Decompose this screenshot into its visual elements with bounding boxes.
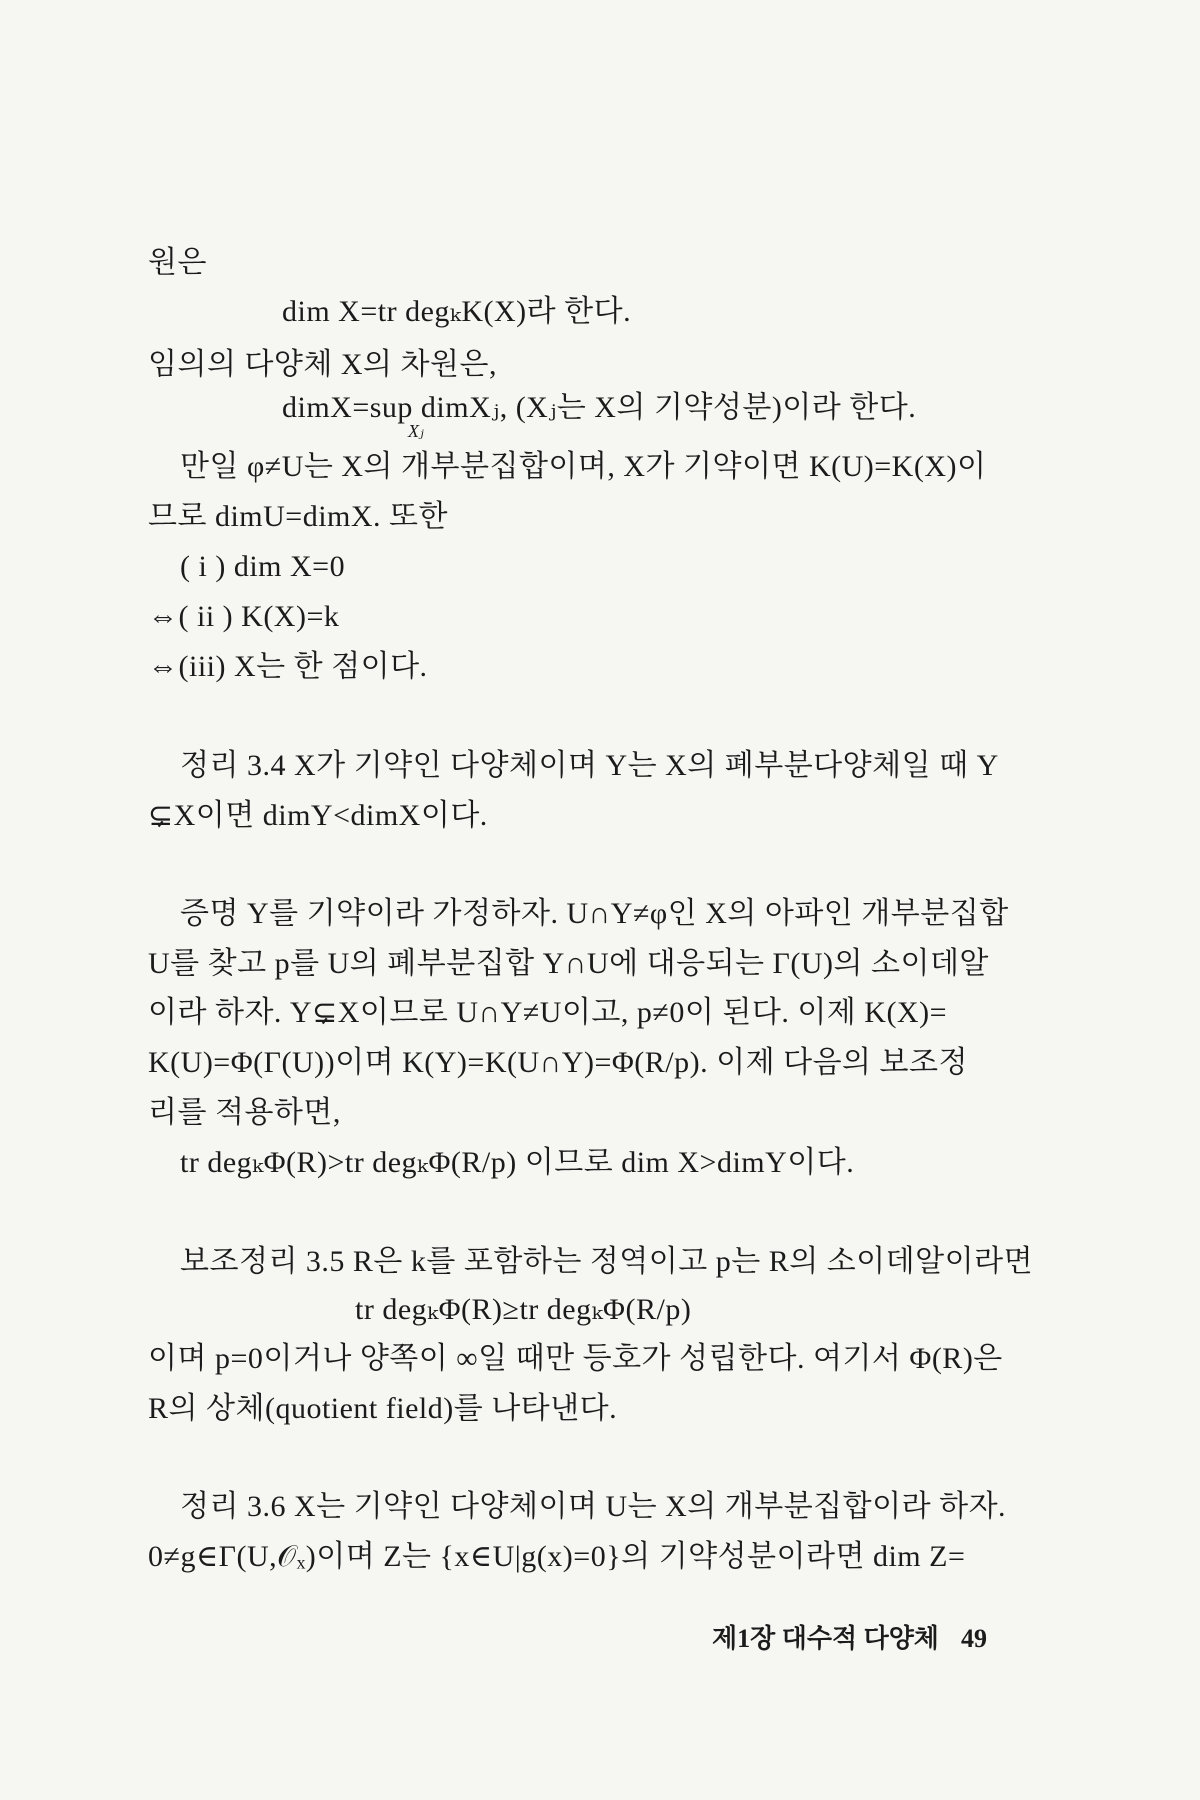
theorem-line: 정리 3.6 X는 기약인 다양체이며 U는 X의 개부분집합이라 하자. [180,1490,1007,1523]
theorem-line: 0≠g∈Γ(U,𝒪ₓ)이며 Z는 {x∈U|g(x)=0}의 기약성분이라면 dim Z= [148,1540,966,1573]
condition-line: ⇔(iii) X는 한 점이다. [148,650,428,683]
chapter-title: 제1장 대수적 다양체 [712,1624,939,1653]
text-line: 원은 [148,246,207,279]
proof-line: 증명 Y를 기약이라 가정하자. U∩Y≠φ인 X의 아파인 개부분집합 [180,897,1009,930]
formula-line: dim X=tr degₖK(X)라 한다. [282,295,632,328]
formula-subscript: Xⱼ [408,421,424,441]
text-line: 므로 dimU=dimX. 또한 [148,500,449,533]
theorem-line: ⊊X이면 dimY<dimX이다. [148,799,488,832]
text-line: 만일 φ≠U는 X의 개부분집합이며, X가 기약이면 K(U)=K(X)이 [180,450,987,483]
proof-line: U를 찾고 p를 U의 폐부분집합 Y∩U에 대응되는 Γ(U)의 소이데알 [148,947,989,980]
lemma-line: 이며 p=0이거나 양쪽이 ∞일 때만 등호가 성립한다. 여기서 Φ(R)은 [148,1342,1003,1375]
text-line: 임의의 다양체 X의 차원은, [148,348,497,381]
theorem-line: 정리 3.4 X가 기약인 다양체이며 Y는 X의 폐부분다양체일 때 Y [180,749,999,782]
proof-line: 리를 적용하면, [148,1096,341,1129]
proof-line: tr degₖΦ(R)>tr degₖΦ(R/p) 이므로 dim X>dimY이다. [180,1146,855,1179]
lemma-line: 보조정리 3.5 R은 k를 포함하는 정역이고 p는 R의 소이데알이라면 [180,1245,1034,1278]
condition-line: ( i ) dim X=0 [180,550,346,583]
formula-line: dimX=sup dimXⱼ, (Xⱼ는 X의 기약성분)이라 한다. [282,391,917,424]
page-footer [712,1618,987,1655]
condition-line: ⇔( ii ) K(X)=k [148,600,340,633]
proof-line: 이라 하자. Y⊊X이므로 U∩Y≠U이고, p≠0이 된다. 이제 K(X)= [148,996,948,1029]
lemma-line: R의 상체(quotient field)를 나타낸다. [148,1392,618,1425]
page-number: 49 [960,1624,987,1653]
proof-line: K(U)=Φ(Γ(U))이며 K(Y)=K(U∩Y)=Φ(R/p). 이제 다음의 보조정 [148,1046,968,1079]
lemma-formula: tr degₖΦ(R)≥tr degₖΦ(R/p) [355,1293,692,1326]
